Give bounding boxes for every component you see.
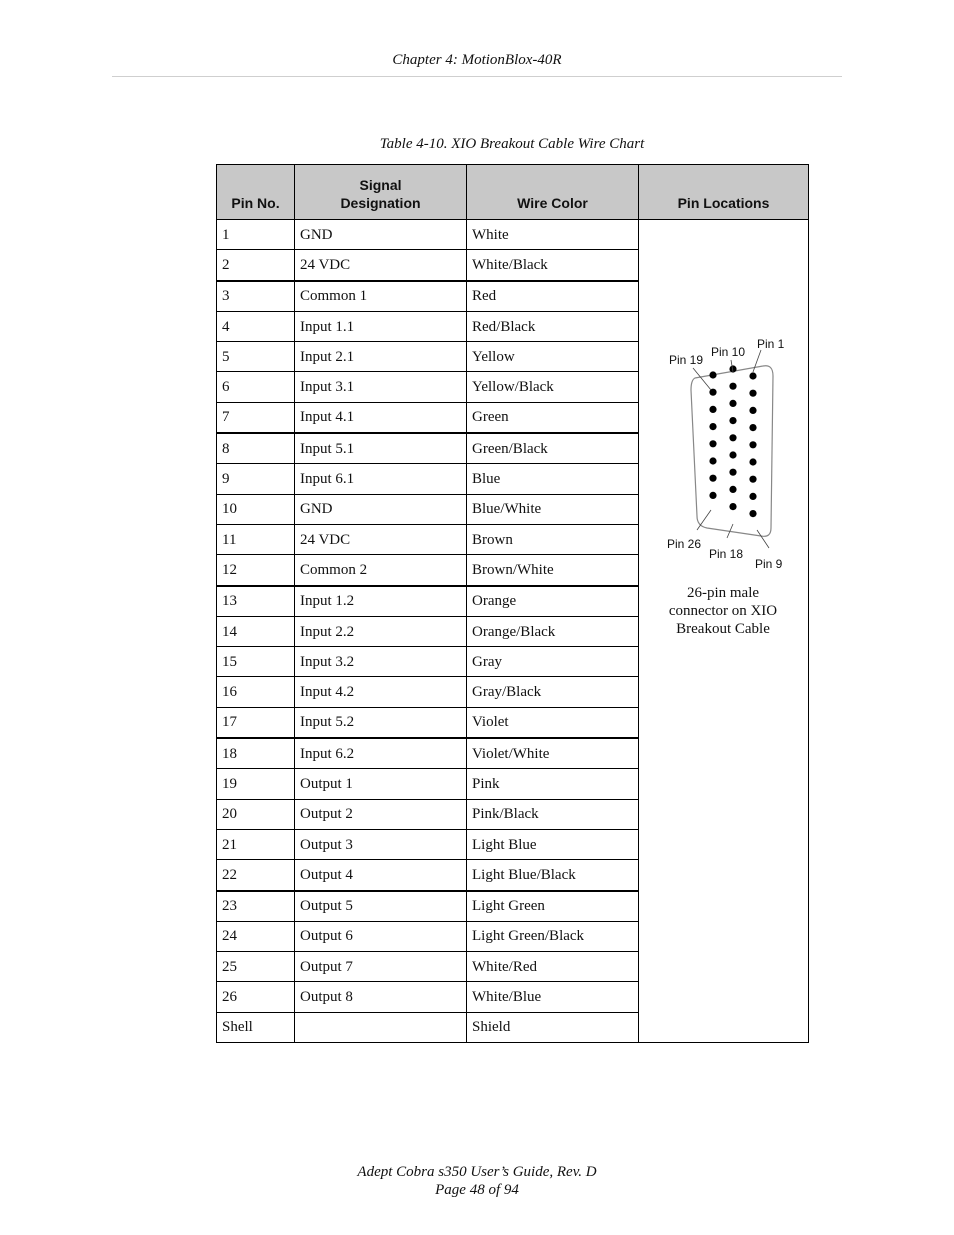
cell-color: Red/Black <box>467 311 639 341</box>
cell-signal: 24 VDC <box>295 250 467 281</box>
cell-pin: 19 <box>217 769 295 799</box>
cell-signal: 24 VDC <box>295 524 467 554</box>
cell-color: Blue/White <box>467 494 639 524</box>
cell-color: Yellow/Black <box>467 372 639 402</box>
cell-color: Brown/White <box>467 555 639 586</box>
connector-pin-26 <box>709 492 716 499</box>
connector-pin-2 <box>749 390 756 397</box>
connector-pin-11 <box>729 383 736 390</box>
connector-pin-6 <box>749 458 756 465</box>
table-body <box>217 220 809 1043</box>
cell-color: Yellow <box>467 342 639 372</box>
pin10-label: Pin 10 <box>711 345 746 359</box>
header-wire-color: Wire Color <box>467 165 639 220</box>
cell-signal: Output 8 <box>295 982 467 1012</box>
cell-signal: Output 5 <box>295 891 467 922</box>
cell-signal: Output 3 <box>295 829 467 859</box>
connector-diagram <box>653 338 793 574</box>
header-divider <box>112 76 842 77</box>
cell-signal: Common 2 <box>295 555 467 586</box>
cell-pin: Shell <box>217 1012 295 1042</box>
cell-pin: 21 <box>217 829 295 859</box>
cell-color: Light Blue/Black <box>467 860 639 891</box>
cell-pin: 8 <box>217 433 295 464</box>
cell-signal: Input 4.2 <box>295 677 467 707</box>
pin19-label: Pin 19 <box>669 353 704 367</box>
chapter-header: Chapter 4: MotionBlox-40R <box>392 52 562 68</box>
cell-signal: Output 6 <box>295 921 467 951</box>
cell-signal: Input 2.1 <box>295 342 467 372</box>
cell-signal: Output 4 <box>295 860 467 891</box>
cell-pin: 26 <box>217 982 295 1012</box>
connector-pin-4 <box>749 424 756 431</box>
cell-color: Light Green/Black <box>467 921 639 951</box>
cell-color: Green/Black <box>467 433 639 464</box>
pin-locations-content <box>639 338 807 1160</box>
cell-pin: 6 <box>217 372 295 402</box>
connector-pin-8 <box>749 493 756 500</box>
cell-color: Pink/Black <box>467 799 639 829</box>
header-pin-locations: Pin Locations <box>639 165 809 220</box>
connector-pin-14 <box>729 434 736 441</box>
cell-color: Red <box>467 281 639 312</box>
connector-pin-5 <box>749 441 756 448</box>
cell-pin: 15 <box>217 647 295 677</box>
cell-signal: Input 2.2 <box>295 616 467 646</box>
table-caption: Table 4-10. XIO Breakout Cable Wire Chart <box>379 136 645 152</box>
pin26-label: Pin 26 <box>667 537 702 551</box>
connector-pin-17 <box>729 486 736 493</box>
cell-pin: 22 <box>217 860 295 891</box>
connector-pin-25 <box>709 475 716 482</box>
cell-color: White/Black <box>467 250 639 281</box>
cell-signal: GND <box>295 494 467 524</box>
cell-pin: 20 <box>217 799 295 829</box>
cell-pin: 24 <box>217 921 295 951</box>
cell-pin: 25 <box>217 952 295 982</box>
cell-color: White/Red <box>467 952 639 982</box>
cell-pin: 1 <box>217 220 295 250</box>
footer-page-number: Page 48 of 94 <box>435 1182 519 1198</box>
cell-color: Orange <box>467 586 639 617</box>
cell-pin: 9 <box>217 464 295 494</box>
pin1-leader <box>753 350 761 372</box>
cell-signal: Input 6.2 <box>295 738 467 769</box>
page-footer <box>0 1163 954 1199</box>
cell-pin: 17 <box>217 707 295 738</box>
cell-color: White/Blue <box>467 982 639 1012</box>
cell-color: Light Blue <box>467 829 639 859</box>
cell-signal: Output 1 <box>295 769 467 799</box>
cell-color: Gray/Black <box>467 677 639 707</box>
table-row <box>217 220 809 250</box>
cell-signal: Input 1.1 <box>295 311 467 341</box>
cell-signal: Input 1.2 <box>295 586 467 617</box>
cell-color: Brown <box>467 524 639 554</box>
cell-signal: Input 5.2 <box>295 707 467 738</box>
cell-signal: Common 1 <box>295 281 467 312</box>
cell-color: Gray <box>467 647 639 677</box>
cell-signal: Output 2 <box>295 799 467 829</box>
pin-locations-cell <box>639 220 809 1043</box>
cell-pin: 12 <box>217 555 295 586</box>
cell-pin: 16 <box>217 677 295 707</box>
cell-color: Light Green <box>467 891 639 922</box>
connector-pins <box>709 365 756 517</box>
cell-signal: Input 6.1 <box>295 464 467 494</box>
cell-pin: 3 <box>217 281 295 312</box>
cell-color: Blue <box>467 464 639 494</box>
pin9-leader <box>757 530 769 548</box>
cell-color: Pink <box>467 769 639 799</box>
connector-pin-9 <box>749 510 756 517</box>
connector-caption-line1: 26-pin male <box>686 585 760 601</box>
connector-pin-13 <box>729 417 736 424</box>
cell-pin: 7 <box>217 402 295 433</box>
cell-signal: Input 3.2 <box>295 647 467 677</box>
connector-caption <box>639 584 807 638</box>
pin1-label: Pin 1 <box>757 338 785 351</box>
table-header-row <box>217 165 809 220</box>
connector-pin-23 <box>709 440 716 447</box>
cell-color: Shield <box>467 1012 639 1042</box>
connector-pin-3 <box>749 407 756 414</box>
cell-signal: Input 4.1 <box>295 402 467 433</box>
cell-signal <box>295 1012 467 1042</box>
cell-pin: 2 <box>217 250 295 281</box>
cell-pin: 14 <box>217 616 295 646</box>
connector-caption-line2: connector on XIO <box>668 603 778 619</box>
connector-pin-12 <box>729 400 736 407</box>
connector-pin-16 <box>729 469 736 476</box>
header-signal-line2: Designation <box>340 195 421 211</box>
cell-pin: 11 <box>217 524 295 554</box>
cell-signal: Input 3.1 <box>295 372 467 402</box>
connector-pin-19 <box>709 371 716 378</box>
cell-color: Violet/White <box>467 738 639 769</box>
wire-chart-table <box>216 164 809 1043</box>
connector-pin-7 <box>749 476 756 483</box>
connector-pin-24 <box>709 457 716 464</box>
connector-pin-15 <box>729 451 736 458</box>
cell-pin: 10 <box>217 494 295 524</box>
connector-pin-1 <box>749 372 756 379</box>
footer-guide-title: Adept Cobra s350 User’s Guide, Rev. D <box>357 1164 597 1180</box>
cell-signal: Input 5.1 <box>295 433 467 464</box>
connector-pin-21 <box>709 406 716 413</box>
cell-pin: 5 <box>217 342 295 372</box>
header-pin-no: Pin No. <box>217 165 295 220</box>
cell-color: Green <box>467 402 639 433</box>
connector-shell-outline <box>691 366 773 537</box>
header-signal-line1: Signal <box>359 177 402 193</box>
cell-color: Violet <box>467 707 639 738</box>
cell-signal: GND <box>295 220 467 250</box>
cell-pin: 13 <box>217 586 295 617</box>
header-signal-designation <box>295 165 467 220</box>
connector-pin-18 <box>729 503 736 510</box>
cell-color: Orange/Black <box>467 616 639 646</box>
pin19-leader <box>693 368 711 390</box>
pin9-label: Pin 9 <box>755 557 783 571</box>
connector-caption-line3: Breakout Cable <box>676 621 770 637</box>
connector-pin-22 <box>709 423 716 430</box>
cell-color: White <box>467 220 639 250</box>
cell-pin: 23 <box>217 891 295 922</box>
pin18-label: Pin 18 <box>709 547 744 561</box>
cell-signal: Output 7 <box>295 952 467 982</box>
cell-pin: 4 <box>217 311 295 341</box>
cell-pin: 18 <box>217 738 295 769</box>
